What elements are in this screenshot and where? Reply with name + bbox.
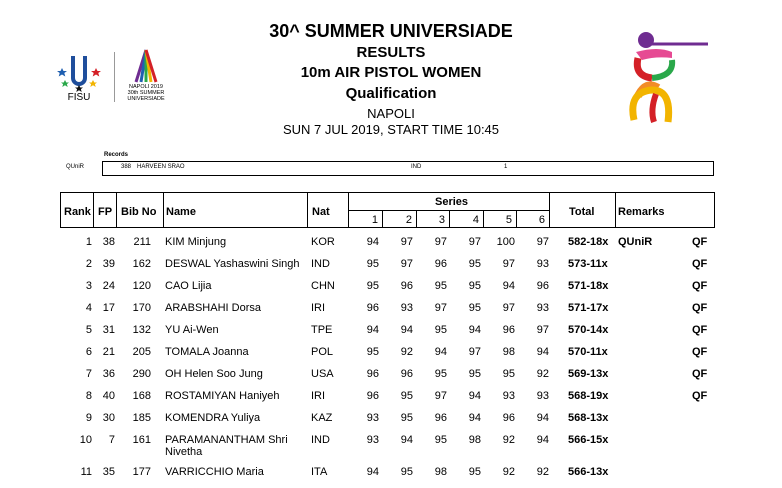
bib-number: 162 <box>132 258 151 270</box>
series-score: 95 <box>400 412 413 424</box>
series-score: 97 <box>536 324 549 336</box>
series-number: 2 <box>405 214 412 226</box>
series-score: 95 <box>502 368 515 380</box>
series-score: 92 <box>536 368 549 380</box>
series-score: 95 <box>366 258 379 270</box>
results-table-header <box>60 192 715 228</box>
series-score: 95 <box>434 280 447 292</box>
bib-number: 211 <box>133 236 151 248</box>
rank: 4 <box>85 302 92 314</box>
records-box <box>102 161 714 176</box>
series-score: 95 <box>468 280 481 292</box>
header-total: Total <box>569 206 595 218</box>
total-score: 573-11x <box>568 258 608 270</box>
series-score: 98 <box>434 466 447 478</box>
table-row <box>0 280 782 300</box>
header-remarks: Remarks <box>618 206 665 218</box>
series-score: 94 <box>536 434 549 446</box>
table-row <box>0 368 782 388</box>
table-row <box>0 466 782 486</box>
series-score: 93 <box>536 302 549 314</box>
total-score: 571-18x <box>568 280 609 292</box>
nation: ITA <box>311 466 328 478</box>
series-score: 93 <box>536 258 549 270</box>
series-score: 94 <box>502 280 515 292</box>
phase-title: Qualification <box>345 85 437 102</box>
series-score: 94 <box>536 412 549 424</box>
series-number: 4 <box>472 214 479 226</box>
series-score: 96 <box>366 368 379 380</box>
rank: 10 <box>79 434 92 446</box>
series-score: 96 <box>434 258 447 270</box>
record-count: 1 <box>504 164 508 170</box>
series-score: 97 <box>434 302 447 314</box>
series-score: 95 <box>366 346 379 358</box>
rank: 2 <box>85 258 92 270</box>
total-score: 571-17x <box>568 302 609 314</box>
series-score: 95 <box>468 466 481 478</box>
athlete-name: PARAMANANTHAM Shri Nivetha <box>165 434 288 458</box>
athlete-name: OH Helen Soo Jung <box>165 368 263 380</box>
series-number: 5 <box>505 214 512 226</box>
series-score: 98 <box>502 346 515 358</box>
event-title: 30^ SUMMER UNIVERSIADE <box>269 21 513 41</box>
total-score: 568-13x <box>568 412 609 424</box>
series-score: 95 <box>366 280 379 292</box>
series-score: 96 <box>400 368 413 380</box>
bib-number: 170 <box>132 302 151 314</box>
bib-number: 177 <box>132 466 151 478</box>
firing-point: 40 <box>102 390 115 402</box>
city: NAPOLI <box>367 106 415 121</box>
series-score: 96 <box>366 390 379 402</box>
series-score: 98 <box>468 434 481 446</box>
record-score: 388 <box>121 164 132 170</box>
series-number: 6 <box>538 214 545 226</box>
series-score: 97 <box>400 236 413 248</box>
records-label: Records <box>104 152 129 158</box>
table-row <box>0 324 782 344</box>
series-score: 93 <box>366 434 379 446</box>
series-number: 3 <box>438 214 445 226</box>
header-series: Series <box>435 196 469 208</box>
logo-divider <box>114 52 115 102</box>
total-score: 570-14x <box>568 324 609 336</box>
nation: KOR <box>311 236 335 248</box>
discipline-title: 10m AIR PISTOL WOMEN <box>300 64 482 81</box>
series-score: 94 <box>366 466 379 478</box>
table-row <box>0 390 782 410</box>
firing-point: 39 <box>102 258 115 270</box>
bib-number: 161 <box>132 434 151 446</box>
athlete-name: KIM Minjung <box>165 236 227 248</box>
series-score: 97 <box>434 390 447 402</box>
series-score: 94 <box>400 324 413 336</box>
firing-point: 7 <box>108 434 115 446</box>
athlete-name: YU Ai-Wen <box>165 324 219 336</box>
series-score: 96 <box>536 280 549 292</box>
athlete-name: ROSTAMIYAN Haniyeh <box>165 390 280 402</box>
series-score: 96 <box>434 412 447 424</box>
series-score: 95 <box>400 390 413 402</box>
firing-point: 24 <box>102 280 115 292</box>
series-score: 94 <box>434 346 447 358</box>
header-fp: FP <box>98 206 113 218</box>
total-score: 566-15x <box>568 434 609 446</box>
nation: IND <box>311 258 330 270</box>
rank: 6 <box>85 346 92 358</box>
qualification-mark: QF <box>692 236 708 248</box>
series-score: 97 <box>536 236 549 248</box>
results-title: RESULTS <box>356 44 426 61</box>
series-score: 97 <box>502 302 515 314</box>
series-score: 94 <box>366 236 379 248</box>
bib-number: 132 <box>132 324 151 336</box>
nation: KAZ <box>311 412 333 424</box>
firing-point: 38 <box>102 236 115 248</box>
bib-number: 120 <box>132 280 151 292</box>
total-score: 568-19x <box>568 390 609 402</box>
series-score: 97 <box>434 236 447 248</box>
nation: IND <box>311 434 330 446</box>
series-score: 95 <box>434 324 447 336</box>
series-score: 93 <box>400 302 413 314</box>
series-score: 94 <box>468 324 481 336</box>
total-score: 569-13x <box>568 368 609 380</box>
firing-point: 17 <box>102 302 115 314</box>
qualification-mark: QF <box>692 324 708 336</box>
total-score: 582-18x <box>568 236 609 248</box>
air-pistol-pictogram-icon <box>628 30 710 126</box>
napoli-logo-text <box>118 84 174 102</box>
firing-point: 31 <box>102 324 115 336</box>
firing-point: 35 <box>102 466 115 478</box>
rank: 8 <box>85 390 92 402</box>
rank: 7 <box>85 368 92 380</box>
series-score: 94 <box>366 324 379 336</box>
firing-point: 21 <box>102 346 115 358</box>
series-score: 93 <box>366 412 379 424</box>
rank: 11 <box>80 466 92 478</box>
table-row <box>0 258 782 278</box>
series-score: 94 <box>468 412 481 424</box>
series-score: 92 <box>400 346 413 358</box>
series-score: 97 <box>502 258 515 270</box>
series-score: 93 <box>502 390 515 402</box>
header-bib: Bib No <box>121 206 157 218</box>
bib-number: 185 <box>132 412 151 424</box>
series-score: 94 <box>536 346 549 358</box>
table-row <box>0 236 782 256</box>
table-row <box>0 434 782 458</box>
qualification-mark: QF <box>692 258 708 270</box>
qualification-mark: QF <box>692 302 708 314</box>
fisu-label: FISU <box>67 92 91 103</box>
series-score: 92 <box>502 434 515 446</box>
series-score: 97 <box>400 258 413 270</box>
series-score: 100 <box>496 236 515 248</box>
series-score: 97 <box>468 236 481 248</box>
table-row <box>0 346 782 366</box>
qualification-mark: QF <box>692 280 708 292</box>
bib-number: 290 <box>132 368 151 380</box>
table-row <box>0 302 782 322</box>
nation: USA <box>311 368 334 380</box>
table-row <box>0 412 782 432</box>
qualification-mark: QF <box>692 390 708 402</box>
series-score: 95 <box>468 258 481 270</box>
rank: 1 <box>85 236 92 248</box>
series-score: 96 <box>502 324 515 336</box>
athlete-name: DESWAL Yashaswini Singh <box>165 258 300 270</box>
rank: 3 <box>85 280 92 292</box>
bib-number: 205 <box>132 346 151 358</box>
athlete-name: TOMALA Joanna <box>165 346 249 358</box>
record-nat: IND <box>411 164 422 170</box>
nation: IRI <box>311 390 326 402</box>
record-holder: HARVEEN SRAO <box>137 164 185 170</box>
record-code: QUniR <box>66 164 85 170</box>
series-score: 93 <box>536 390 549 402</box>
series-score: 95 <box>400 466 413 478</box>
series-score: 97 <box>468 346 481 358</box>
napoli-label: NAPOLI 2019 <box>129 84 163 90</box>
rank: 9 <box>85 412 92 424</box>
header-rank: Rank <box>64 206 91 218</box>
series-score: 95 <box>434 368 447 380</box>
series-score: 94 <box>468 390 481 402</box>
datetime: SUN 7 JUL 2019, START TIME 10:45 <box>282 122 500 137</box>
athlete-name: KOMENDRA Yuliya <box>165 412 261 424</box>
firing-point: 36 <box>102 368 115 380</box>
total-score: 566-13x <box>568 466 609 478</box>
series-score: 96 <box>400 280 413 292</box>
series-score: 94 <box>400 434 413 446</box>
athlete-name: ARABSHAHI Dorsa <box>165 302 261 314</box>
nation: TPE <box>311 324 333 336</box>
rank: 5 <box>85 324 92 336</box>
qualification-mark: QF <box>692 346 708 358</box>
series-score: 96 <box>502 412 515 424</box>
athlete-name: VARRICCHIO Maria <box>165 466 264 478</box>
firing-point: 30 <box>102 412 115 424</box>
nation: POL <box>311 346 334 358</box>
remark: QUniR <box>618 236 653 248</box>
athlete-name: CAO Lijia <box>165 280 212 292</box>
series-score: 95 <box>434 434 447 446</box>
series-number: 1 <box>371 214 378 226</box>
series-score: 96 <box>366 302 379 314</box>
bib-number: 168 <box>132 390 151 402</box>
nation: CHN <box>311 280 335 292</box>
napoli-sub: 30th SUMMER UNIVERSIADE <box>127 90 165 102</box>
qualification-mark: QF <box>692 368 708 380</box>
header-name: Name <box>166 206 196 218</box>
nation: IRI <box>311 302 326 314</box>
series-score: 95 <box>468 302 481 314</box>
series-score: 95 <box>468 368 481 380</box>
series-score: 92 <box>536 466 549 478</box>
series-score: 92 <box>502 466 515 478</box>
total-score: 570-11x <box>568 346 608 358</box>
header-nat: Nat <box>312 206 330 218</box>
